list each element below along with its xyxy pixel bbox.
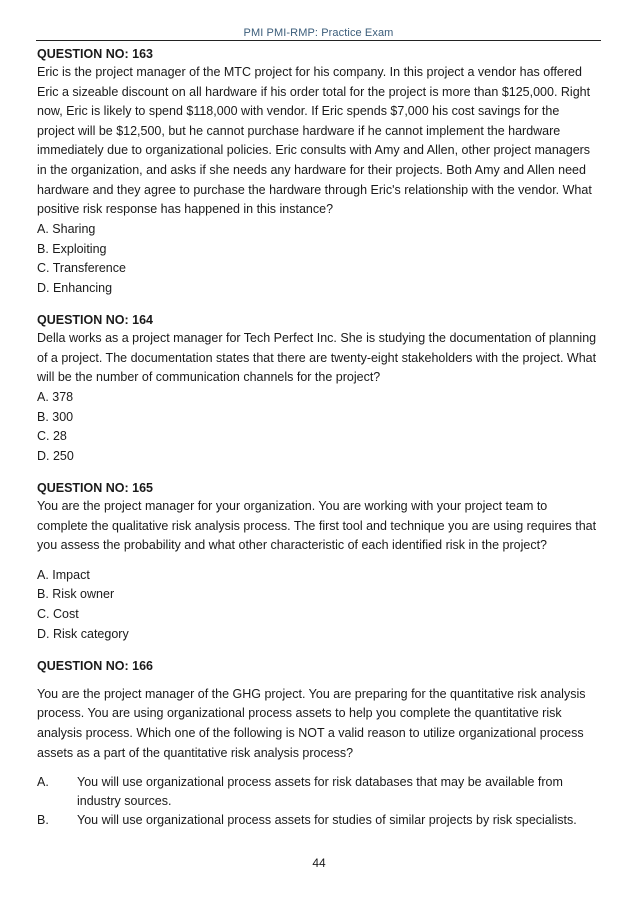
option-text: You will use organizational process assets for risk databases that may be available from industry sources.: [77, 775, 563, 809]
page-content: [37, 45, 597, 842]
option-c: C. Transference: [37, 261, 126, 276]
option-b: [37, 811, 597, 830]
option-a: A. Impact: [37, 567, 90, 582]
option-d: D. Risk category: [37, 627, 129, 642]
header-title: PMI PMI-RMP: Practice Exam: [243, 27, 394, 39]
option-b: B. Exploiting: [37, 241, 107, 256]
option-text: You will use organizational process assets for studies of similar projects by risk specialists.: [77, 813, 577, 828]
option-b: B. 300: [37, 409, 74, 424]
question-165: [37, 479, 597, 645]
question-text: You are the project manager of the GHG project. You are preparing for the quantitative risk analysis process. You are using organizational process assets to help you complete the quantitative risk analysis process. Which one of the following is NOT a valid reason to utilize organizational process assets as a part of the quantitative risk analysis process?: [37, 686, 586, 760]
option-letter: B.: [37, 813, 49, 828]
question-title: QUESTION NO: 166: [37, 658, 153, 673]
option-letter: A.: [37, 775, 49, 790]
option-c: C. 28: [37, 429, 67, 444]
option-d: D. 250: [37, 449, 74, 464]
option-d: D. Enhancing: [37, 281, 113, 296]
question-164: [37, 311, 597, 467]
question-text: Della works as a project manager for Tech Perfect Inc. She is studying the documentation of planning of a project. The documentation states that there are twenty-eight stakeholders with the project. What will be the number of communication channels for the project?: [37, 330, 597, 385]
option-a: A. Sharing: [37, 221, 96, 236]
question-163: [37, 45, 597, 299]
question-title: QUESTION NO: 165: [37, 480, 153, 495]
question-166: [37, 657, 597, 830]
question-text: Eric is the project manager of the MTC project for his company. In this project a vendor has offered Eric a sizeable discount on all hardware if his order total for the project is more than $125,000. Right now, Eric is likely to spend $118,000 with vendor. If Eric spends $7,000 his cost savings for the project will be $12,500, but he cannot purchase hardware if he cannot implement the hardware immediately due to organizational policies. Eric consults with Amy and Allen, other project managers in the organization, and asks if she needs any hardware for their projects. Both Amy and Allen need hardware and they agree to purchase the hardware through Eric's relationship with the vendor. What positive risk response has happened in this instance?: [37, 65, 592, 217]
question-title: QUESTION NO: 163: [37, 47, 153, 61]
option-c: C. Cost: [37, 607, 79, 622]
page-header: [36, 28, 601, 41]
question-title: QUESTION NO: 164: [37, 312, 153, 327]
option-a: [37, 773, 597, 811]
option-b: B. Risk owner: [37, 587, 115, 602]
page-number: 44: [312, 856, 326, 870]
question-text: You are the project manager for your organization. You are working with your project team to complete the qualitative risk analysis process. The first tool and technique you are using requires that you assess the probability and what other characteristic of each identified risk in the project?: [37, 498, 597, 553]
option-a: A. 378: [37, 389, 74, 404]
